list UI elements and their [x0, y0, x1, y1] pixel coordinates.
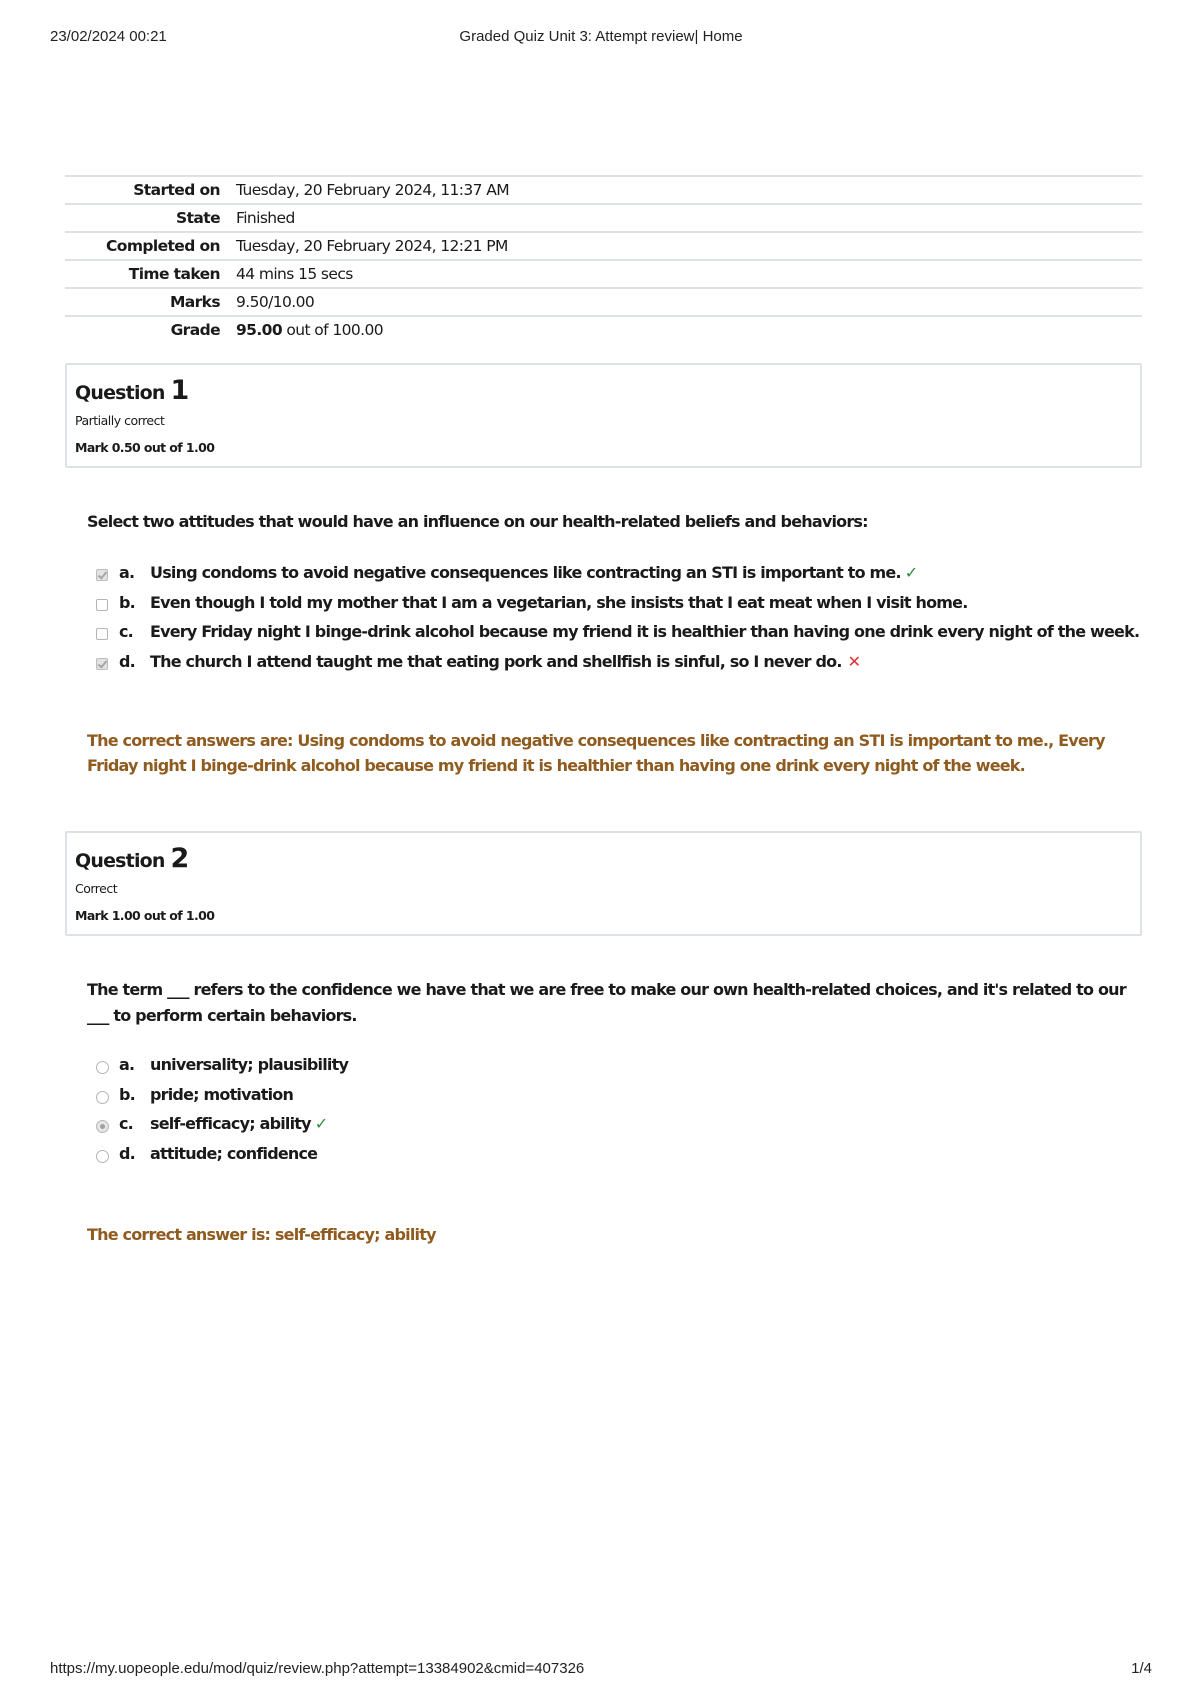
question-1-state: Partially correct: [75, 413, 165, 428]
answer-checkbox[interactable]: [96, 658, 108, 670]
summary-label: Time taken: [128, 265, 220, 283]
summary-row-marks: [65, 288, 1142, 316]
answer-text: The church I attend taught me that eating pork and shellfish is sinful, so I never do. ✕: [150, 651, 861, 671]
answer-text: pride; motivation: [150, 1084, 294, 1104]
summary-row-completed: [65, 232, 1142, 260]
summary-label: Grade: [170, 321, 220, 339]
summary-row-time-taken: [65, 260, 1142, 288]
answer-letter: b.: [119, 1084, 135, 1104]
question-2-info: [65, 831, 1142, 936]
answer-checkbox[interactable]: [96, 569, 108, 581]
answer-letter: d.: [119, 651, 135, 671]
answer-checkbox[interactable]: [96, 628, 108, 640]
answer-text: Every Friday night I binge-drink alcohol because my friend it is healthier than having one drink every night of the week.: [150, 622, 1140, 641]
check-icon: ✓: [904, 563, 918, 582]
attempt-summary-table: [65, 175, 1142, 343]
answer-text: attitude; confidence: [150, 1143, 318, 1163]
question-label: Question: [75, 382, 165, 404]
summary-value: 9.50/10.00: [236, 293, 315, 311]
answer-letter: c.: [119, 1114, 133, 1133]
question-label: Question: [75, 850, 165, 872]
question-2-title: [75, 843, 188, 874]
answer-option-a[interactable]: [95, 561, 1135, 591]
question-1-right-answer: The correct answers are: Using condoms to avoid negative consequences like contracting an STI is important to me., Every Friday night I binge-drink alcohol because my friend it is healthier than having one drink every night of the week.: [87, 731, 1105, 775]
grade-out-of: out of 100.00: [282, 321, 383, 339]
answer-text: self-efficacy; ability ✓: [150, 1114, 328, 1133]
summary-value: Tuesday, 20 February 2024, 12:21 PM: [236, 237, 508, 255]
answer-text: universality; plausibility: [150, 1055, 349, 1074]
answer-option-d[interactable]: [95, 1142, 1135, 1172]
question-number: 1: [170, 375, 189, 406]
answer-checkbox[interactable]: [96, 599, 108, 611]
question-2-state: Correct: [75, 881, 118, 896]
summary-value: [236, 316, 1142, 343]
question-1-title: [75, 375, 188, 406]
summary-label: Marks: [169, 293, 220, 311]
answer-letter: a.: [119, 1055, 135, 1074]
check-icon: ✓: [314, 1114, 328, 1133]
answer-letter: c.: [119, 622, 133, 641]
summary-row-started: [65, 176, 1142, 204]
question-2-answers: [95, 1053, 1135, 1171]
answer-letter: b.: [119, 592, 135, 612]
question-2-mark: Mark 1.00 out of 1.00: [75, 908, 215, 923]
question-2-right-answer: The correct answer is: self-efficacy; ability: [87, 1225, 436, 1244]
print-url: https://my.uopeople.edu/mod/quiz/review.php?attempt=13384902&cmid=407326: [50, 1660, 585, 1677]
question-1-info: [65, 363, 1142, 468]
answer-option-a[interactable]: [95, 1053, 1135, 1083]
summary-label: Completed on: [106, 237, 220, 255]
summary-row-grade: [65, 316, 1142, 343]
question-1-answers: [95, 561, 1140, 679]
answer-radio[interactable]: [96, 1150, 109, 1163]
answer-option-d[interactable]: [95, 650, 1135, 680]
print-title: Graded Quiz Unit 3: Attempt review| Home: [459, 28, 743, 45]
answer-radio[interactable]: [96, 1120, 109, 1133]
answer-radio[interactable]: [96, 1091, 109, 1104]
question-1-mark: Mark 0.50 out of 1.00: [75, 440, 215, 455]
summary-value: 44 mins 15 secs: [236, 265, 353, 283]
print-datetime: 23/02/2024 00:21: [50, 28, 167, 45]
grade-value: 95.00: [236, 321, 283, 339]
summary-label: Started on: [133, 181, 220, 199]
answer-radio[interactable]: [96, 1061, 109, 1074]
summary-row-state: [65, 204, 1142, 232]
summary-value: Finished: [236, 209, 295, 227]
summary-value: Tuesday, 20 February 2024, 11:37 AM: [236, 181, 510, 199]
answer-text: Even though I told my mother that I am a vegetarian, she insists that I eat meat when I visit home.: [150, 592, 968, 612]
answer-option-b[interactable]: [95, 591, 1135, 621]
answer-option-c[interactable]: [95, 620, 1140, 650]
print-page-number: 1/4: [1131, 1660, 1152, 1677]
cross-icon: ✕: [847, 651, 861, 671]
answer-letter: d.: [119, 1143, 135, 1163]
answer-option-b[interactable]: [95, 1083, 1135, 1113]
print-header: [50, 28, 1152, 48]
print-footer: [50, 1660, 1152, 1680]
summary-label: State: [176, 209, 220, 227]
answer-text: Using condoms to avoid negative consequences like contracting an STI is important to me. ✓: [150, 563, 918, 582]
answer-option-c[interactable]: [95, 1112, 1135, 1142]
question-number: 2: [170, 843, 189, 874]
question-2-text: The term ___ refers to the confidence we have that we are free to make our own health-related choices, and it's related to our ___ to perform certain behaviors.: [87, 980, 1126, 1025]
answer-letter: a.: [119, 563, 135, 582]
question-1-text: Select two attitudes that would have an influence on our health-related beliefs and behaviors:: [87, 512, 868, 531]
